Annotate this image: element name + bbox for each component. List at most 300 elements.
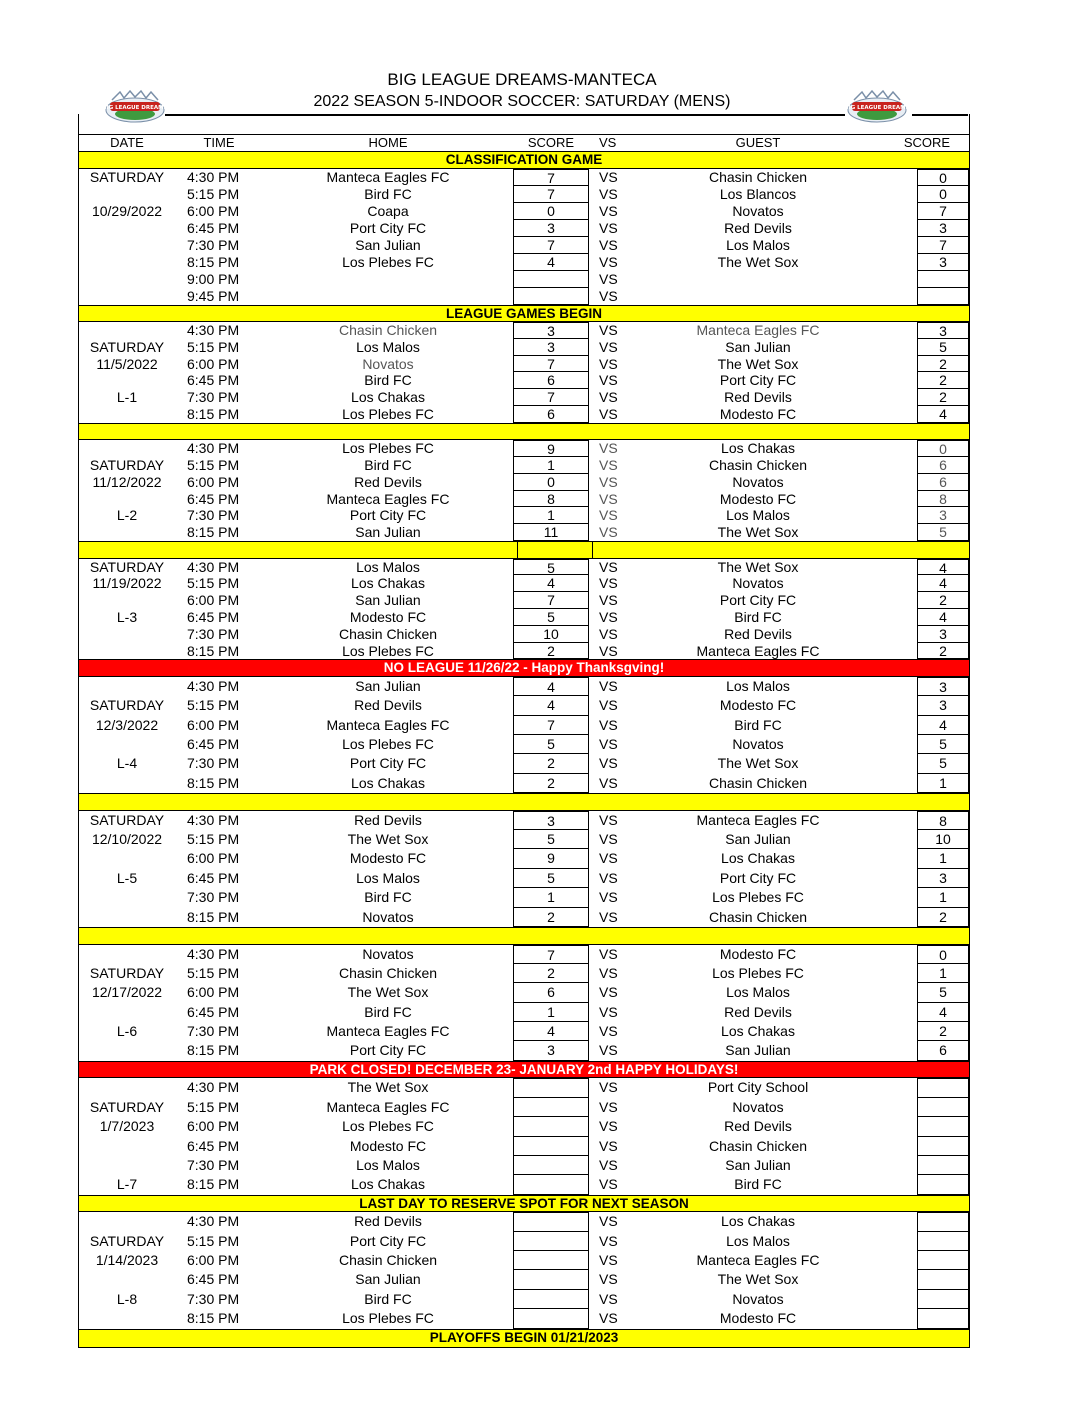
guest-score-spacer (885, 457, 917, 474)
time-cell: 7:30 PM (187, 625, 240, 642)
guest-score-spacer (885, 237, 917, 254)
game-row (79, 609, 969, 626)
date-cell: L-4 (116, 755, 138, 772)
date-cell (79, 288, 175, 305)
game-row (79, 457, 969, 474)
time-cell: 7:30 PM (187, 1290, 240, 1307)
vs-cell: VS (599, 1156, 618, 1173)
time-cell: 8:15 PM (187, 642, 240, 659)
guest-score-spacer (885, 169, 917, 186)
vs-cell: VS (599, 908, 618, 925)
vs-cell: VS (599, 697, 618, 714)
guest-score-cell (917, 1212, 969, 1231)
time-cell: 4:30 PM (187, 1079, 240, 1096)
guest-score-spacer (885, 592, 917, 609)
home-team-cell: Bird FC (364, 457, 412, 474)
guest-team-cell: Novatos (732, 1290, 784, 1307)
game-row (79, 849, 969, 868)
guest-score-cell: 3 (917, 254, 969, 271)
date-cell: 11/19/2022 (92, 575, 162, 592)
home-team-cell: Red Devils (354, 1213, 422, 1230)
time-cell: 5:15 PM (187, 831, 240, 848)
vs-cell: VS (599, 850, 618, 867)
vs-cell: VS (599, 716, 618, 733)
home-score-cell: 3 (513, 322, 589, 339)
home-score-cell: 2 (513, 643, 589, 660)
home-score-cell (513, 1098, 589, 1117)
date-cell (79, 1003, 175, 1022)
date-cell (79, 908, 175, 927)
date-cell (79, 186, 175, 203)
vs-cell: VS (599, 322, 618, 338)
date-cell: 1/14/2023 (95, 1252, 159, 1268)
home-score-cell: 7 (513, 186, 589, 203)
time-cell: 4:30 PM (187, 558, 240, 575)
guest-team-cell: Novatos (732, 1098, 784, 1115)
guest-team-cell: Bird FC (734, 608, 782, 625)
guest-team-cell: Bird FC (734, 716, 782, 733)
home-team-cell: Los Chakas (351, 774, 425, 791)
guest-score-cell: 0 (917, 945, 969, 964)
guest-team-cell: Los Chakas (721, 850, 795, 867)
guest-team-cell: Port City FC (719, 372, 797, 389)
date-cell (79, 254, 175, 271)
guest-team-cell: Los Malos (726, 984, 790, 1001)
guest-team-cell: Los Chakas (721, 1023, 795, 1040)
section-separator (79, 423, 969, 441)
home-team-cell: Los Chakas (351, 575, 425, 592)
guest-score-cell (917, 1290, 969, 1309)
guest-score-spacer (885, 774, 917, 793)
guest-score-cell: 2 (917, 1022, 969, 1041)
guest-score-spacer (885, 389, 917, 406)
game-row (79, 945, 969, 964)
home-score-cell: 1 (513, 457, 589, 474)
home-team-cell: Chasin Chicken (338, 1252, 438, 1268)
guest-score-cell: 5 (917, 735, 969, 754)
date-cell: L-8 (116, 1290, 138, 1307)
guest-score-spacer (885, 1156, 917, 1175)
guest-score-cell: 0 (917, 440, 969, 457)
svg-text:BIG LEAGUE DREAMS: BIG LEAGUE DREAMS (104, 105, 166, 111)
guest-score-spacer (885, 474, 917, 491)
home-score-cell (513, 1232, 589, 1251)
home-score-cell: 5 (513, 559, 589, 576)
guest-score-cell: 1 (917, 849, 969, 868)
game-row (79, 1098, 969, 1117)
guest-team-cell: Los Malos (726, 677, 790, 694)
guest-score-cell: 4 (917, 609, 969, 626)
time-cell: 5:15 PM (187, 457, 240, 474)
svg-text:BIG LEAGUE DREAMS: BIG LEAGUE DREAMS (846, 105, 908, 111)
game-row (79, 389, 969, 406)
guest-score-spacer (885, 271, 917, 288)
game-row (79, 288, 969, 305)
vs-cell: VS (599, 1079, 618, 1096)
date-cell: SATURDAY (89, 1098, 165, 1115)
guest-score-spacer (885, 677, 917, 696)
date-cell (79, 1212, 175, 1231)
guest-team-cell: The Wet Sox (717, 253, 799, 270)
guest-score-cell: 8 (917, 811, 969, 830)
game-row (79, 356, 969, 373)
time-cell: 6:00 PM (187, 1252, 240, 1268)
guest-score-cell: 3 (917, 322, 969, 339)
date-cell (79, 735, 175, 754)
guest-score-cell: 4 (917, 575, 969, 592)
home-team-cell: San Julian (355, 1271, 421, 1288)
vs-cell: VS (599, 1310, 618, 1327)
home-team-cell: Port City FC (349, 219, 427, 236)
time-cell: 5:15 PM (187, 1098, 240, 1115)
guest-team-cell: Los Plebes FC (712, 889, 804, 906)
home-score-cell (513, 1078, 589, 1097)
guest-team-cell: Chasin Chicken (708, 168, 808, 185)
date-cell: L-7 (116, 1176, 138, 1193)
date-cell: SATURDAY (89, 558, 165, 575)
guest-team-cell: San Julian (725, 831, 791, 848)
guest-team-cell: Manteca Eagles FC (696, 322, 820, 338)
home-score-cell: 5 (513, 609, 589, 626)
date-cell: 11/5/2022 (96, 355, 158, 372)
date-cell (79, 406, 175, 423)
home-team-cell: Bird FC (364, 372, 412, 389)
guest-score-spacer (885, 849, 917, 868)
home-team-cell: Modesto FC (349, 608, 427, 625)
home-score-cell: 6 (513, 406, 589, 423)
guest-score-cell (917, 1156, 969, 1175)
vs-cell: VS (599, 1098, 618, 1115)
vs-cell: VS (599, 1176, 618, 1193)
game-row (79, 1290, 969, 1309)
game-row (79, 1309, 969, 1328)
game-row (79, 643, 969, 660)
guest-score-cell: 5 (917, 524, 969, 541)
game-row (79, 203, 969, 220)
home-team-cell: San Julian (355, 236, 421, 253)
home-score-cell: 5 (513, 735, 589, 754)
home-team-cell: Los Chakas (351, 389, 425, 406)
guest-team-cell: Novatos (732, 473, 784, 490)
guest-team-cell: Modesto FC (719, 1310, 797, 1327)
home-team-cell: Manteca Eagles FC (326, 716, 450, 733)
guest-score-spacer (885, 491, 917, 508)
vs-cell: VS (599, 1023, 618, 1040)
guest-team-cell: The Wet Sox (717, 1271, 799, 1288)
home-team-cell: Los Plebes FC (342, 642, 434, 659)
date-cell (79, 643, 175, 660)
game-row (79, 735, 969, 754)
time-cell: 9:45 PM (187, 287, 240, 304)
game-row (79, 1175, 969, 1194)
home-team-cell: San Julian (355, 524, 421, 541)
vs-cell: VS (599, 355, 618, 372)
home-score-cell: 2 (513, 754, 589, 773)
vs-cell: VS (599, 202, 618, 219)
guest-score-cell (917, 1232, 969, 1251)
home-team-cell: Novatos (362, 908, 414, 925)
date-cell (79, 491, 175, 508)
guest-score-spacer (885, 1309, 917, 1328)
time-cell: 7:30 PM (187, 507, 240, 524)
guest-score-cell: 7 (917, 203, 969, 220)
guest-score-spacer (885, 1041, 917, 1060)
guest-team-cell: Modesto FC (719, 490, 797, 507)
date-cell: SATURDAY (89, 697, 165, 714)
guest-score-spacer (885, 1212, 917, 1231)
game-row (79, 1232, 969, 1251)
vs-cell: VS (599, 625, 618, 642)
time-cell: 6:00 PM (187, 592, 240, 609)
vs-cell: VS (599, 964, 618, 981)
vs-cell: VS (599, 984, 618, 1001)
guest-score-spacer (885, 559, 917, 576)
game-row (79, 524, 969, 541)
time-cell: 8:15 PM (187, 524, 240, 541)
vs-cell: VS (599, 869, 618, 886)
guest-team-cell: Novatos (732, 736, 784, 753)
vs-cell: VS (599, 608, 618, 625)
date-cell: L-2 (116, 507, 138, 524)
guest-team-cell: Port City FC (719, 592, 797, 609)
date-cell (79, 237, 175, 254)
home-team-cell: Bird FC (364, 889, 412, 906)
guest-score-spacer (885, 356, 917, 373)
guest-team-cell (631, 271, 885, 288)
guest-score-spacer (885, 754, 917, 773)
home-team-cell: Red Devils (354, 473, 422, 490)
vs-cell: VS (599, 405, 618, 422)
vs-cell: VS (599, 1042, 618, 1059)
home-team-cell: Novatos (362, 355, 414, 372)
vs-cell: VS (599, 811, 618, 828)
date-cell (79, 1309, 175, 1328)
date-cell: 1/7/2023 (99, 1118, 155, 1135)
time-cell: 6:00 PM (187, 850, 240, 867)
section-separator (79, 793, 969, 811)
home-score-cell (513, 1137, 589, 1156)
home-score-cell: 11 (513, 524, 589, 541)
page-title: BIG LEAGUE DREAMS-MANTECA (387, 70, 657, 89)
vs-cell: VS (599, 677, 618, 694)
date-cell: L-6 (116, 1023, 138, 1040)
guest-score-spacer (885, 1270, 917, 1289)
time-cell: 6:45 PM (187, 1271, 240, 1288)
guest-score-spacer (885, 575, 917, 592)
home-team-cell: Los Plebes FC (342, 253, 434, 270)
guest-team-cell: Novatos (732, 202, 784, 219)
game-row (79, 869, 969, 888)
time-cell: 6:00 PM (187, 355, 240, 372)
home-team-cell: Chasin Chicken (338, 625, 438, 642)
game-row (79, 811, 969, 830)
guest-team-cell: The Wet Sox (717, 755, 799, 772)
home-score-cell (513, 1117, 589, 1136)
guest-score-spacer (885, 716, 917, 735)
vs-cell: VS (599, 1003, 618, 1020)
date-cell (79, 677, 175, 696)
guest-team-cell: The Wet Sox (717, 355, 799, 372)
page-header (0, 0, 1088, 118)
time-cell: 8:15 PM (187, 1310, 240, 1327)
guest-score-spacer (885, 186, 917, 203)
game-row (79, 716, 969, 735)
vs-cell: VS (599, 755, 618, 772)
time-cell: 5:15 PM (187, 338, 240, 355)
time-cell: 6:00 PM (187, 202, 240, 219)
guest-score-cell: 1 (917, 888, 969, 907)
home-team-cell: Red Devils (354, 811, 422, 828)
guest-score-spacer (885, 1232, 917, 1251)
home-score-cell: 3 (513, 811, 589, 830)
home-team-cell: Manteca Eagles FC (326, 490, 450, 507)
guest-team-cell: Chasin Chicken (708, 774, 808, 791)
game-row (79, 491, 969, 508)
col-guest-score-header: SCORE (903, 135, 951, 150)
time-cell: 8:15 PM (187, 774, 240, 791)
time-cell: 8:15 PM (187, 1176, 240, 1193)
guest-score-spacer (885, 1117, 917, 1136)
guest-score-cell: 3 (917, 626, 969, 643)
home-score-cell: 2 (513, 964, 589, 983)
guest-score-spacer (885, 440, 917, 457)
guest-team-cell: Los Malos (726, 507, 790, 524)
guest-team-cell (631, 288, 885, 305)
guest-score-cell (917, 1251, 969, 1270)
time-cell: 6:45 PM (187, 736, 240, 753)
home-team-cell: Novatos (362, 945, 414, 962)
date-cell (79, 1078, 175, 1097)
time-cell: 6:45 PM (187, 1003, 240, 1020)
guest-team-cell: Red Devils (724, 1118, 792, 1135)
game-row (79, 592, 969, 609)
vs-cell: VS (599, 457, 618, 474)
vs-cell: VS (599, 1232, 618, 1249)
time-cell: 6:00 PM (187, 473, 240, 490)
banner-classification: CLASSIFICATION GAME (79, 151, 969, 169)
guest-score-cell: 5 (917, 754, 969, 773)
home-score-cell: 7 (513, 169, 589, 186)
time-cell: 6:45 PM (187, 608, 240, 625)
game-row (79, 696, 969, 715)
vs-cell: VS (599, 736, 618, 753)
guest-score-spacer (885, 1290, 917, 1309)
time-cell: 5:15 PM (187, 575, 240, 592)
game-row (79, 440, 969, 457)
home-team-cell: San Julian (355, 677, 421, 694)
date-cell (79, 849, 175, 868)
date-cell (79, 774, 175, 793)
vs-cell: VS (599, 889, 618, 906)
guest-score-spacer (885, 735, 917, 754)
time-cell: 8:15 PM (187, 253, 240, 270)
home-score-cell: 4 (513, 254, 589, 271)
home-team-cell: Chasin Chicken (338, 322, 438, 338)
date-cell (79, 440, 175, 457)
guest-score-cell: 3 (917, 696, 969, 715)
guest-score-spacer (885, 888, 917, 907)
guest-team-cell: Los Chakas (721, 1213, 795, 1230)
guest-score-cell (917, 1270, 969, 1289)
game-row (79, 1041, 969, 1060)
guest-team-cell: Los Plebes FC (712, 964, 804, 981)
home-score-cell: 1 (513, 888, 589, 907)
home-score-cell: 7 (513, 389, 589, 406)
vs-cell: VS (599, 1290, 618, 1307)
guest-score-cell: 7 (917, 237, 969, 254)
guest-team-cell: The Wet Sox (717, 558, 799, 575)
home-score-cell (513, 1251, 589, 1270)
guest-score-cell (917, 271, 969, 288)
home-team-cell: San Julian (355, 592, 421, 609)
guest-score-spacer (885, 626, 917, 643)
home-score-cell (513, 1156, 589, 1175)
time-cell: 7:30 PM (187, 1156, 240, 1173)
guest-team-cell: Red Devils (724, 625, 792, 642)
guest-team-cell: Los Malos (726, 236, 790, 253)
vs-cell: VS (599, 490, 618, 507)
date-cell: SATURDAY (89, 168, 165, 185)
vs-cell: VS (599, 592, 618, 609)
guest-team-cell: Modesto FC (719, 405, 797, 422)
banner-playoffs: PLAYOFFS BEGIN 01/21/2023 (79, 1329, 969, 1347)
home-team-cell: Red Devils (354, 697, 422, 714)
time-cell: 6:00 PM (187, 984, 240, 1001)
date-cell (79, 322, 175, 339)
home-team-cell: Bird FC (364, 185, 412, 202)
home-score-cell: 3 (513, 1041, 589, 1060)
guest-score-cell: 6 (917, 474, 969, 491)
date-cell (79, 372, 175, 389)
home-team-cell: Los Plebes FC (342, 440, 434, 457)
vs-cell: VS (599, 253, 618, 270)
home-team-cell: Modesto FC (349, 1137, 427, 1154)
home-score-cell (513, 1290, 589, 1309)
home-score-cell: 7 (513, 945, 589, 964)
home-team-cell: Los Plebes FC (342, 736, 434, 753)
guest-score-spacer (885, 1022, 917, 1041)
time-cell: 8:15 PM (187, 405, 240, 422)
home-score-cell: 7 (513, 592, 589, 609)
date-cell (79, 592, 175, 609)
game-row (79, 575, 969, 592)
col-guest-header: GUEST (735, 135, 781, 150)
guest-team-cell: San Julian (725, 1042, 791, 1059)
home-team-cell: Modesto FC (349, 850, 427, 867)
guest-score-spacer (885, 1003, 917, 1022)
col-score-header: SCORE (527, 135, 575, 150)
home-score-cell: 10 (513, 626, 589, 643)
guest-score-cell: 2 (917, 389, 969, 406)
date-cell (79, 945, 175, 964)
home-score-cell (513, 288, 589, 305)
vs-cell: VS (599, 440, 618, 457)
game-row (79, 774, 969, 793)
home-score-cell: 4 (513, 1022, 589, 1041)
guest-score-cell: 8 (917, 491, 969, 508)
date-cell: 11/12/2022 (92, 473, 162, 490)
time-cell: 7:30 PM (187, 1023, 240, 1040)
home-team-cell: Los Malos (356, 1156, 420, 1173)
time-cell: 6:45 PM (187, 219, 240, 236)
guest-score-spacer (885, 945, 917, 964)
guest-score-cell: 6 (917, 457, 969, 474)
game-row (79, 271, 969, 288)
home-score-cell: 5 (513, 869, 589, 888)
game-row (79, 888, 969, 907)
home-team-cell (263, 288, 513, 305)
guest-score-spacer (885, 507, 917, 524)
